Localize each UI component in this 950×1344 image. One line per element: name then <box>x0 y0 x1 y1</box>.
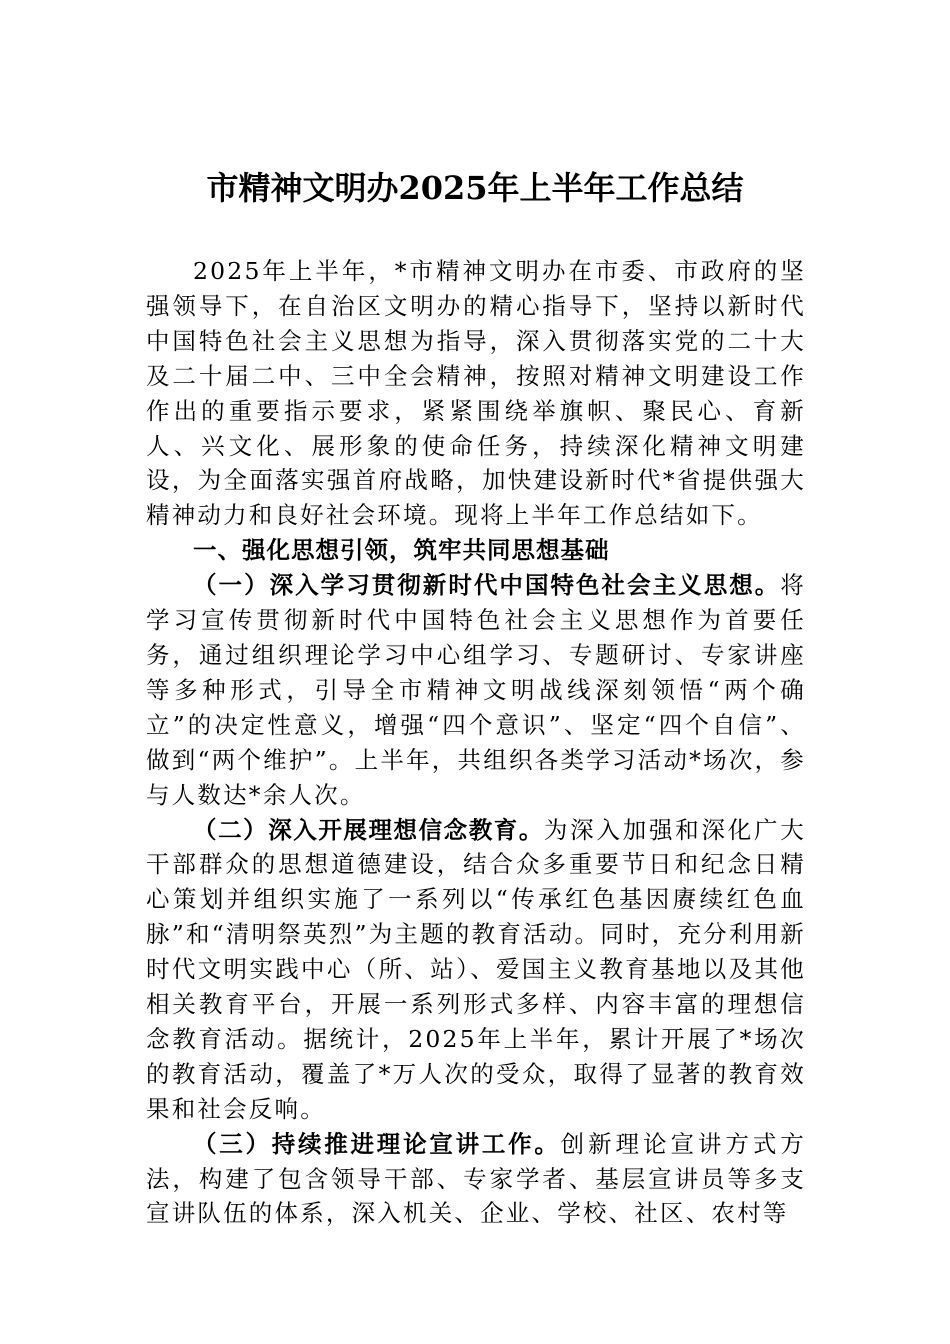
section-heading-1: 一、强化思想引领，筑牢共同思想基础 <box>193 536 610 565</box>
document-body <box>146 254 806 1231</box>
item-text-2: 为深入加强和深化广大干部群众的思想道德建设，结合众多重要节日和纪念日精心策划并组织实施了一系列以“传承红色基因赓续红色血脉”和“清明祭英烈”为主题的教育活动。同时，充分利用新时代文明实践中心（所、站）、爱国主义教育基地以及其他相关教育平台，开展一系列形式多样、内容丰富的理想信念教育活动。据统计，2025年上半年，累计开展了*场次的教育活动，覆盖了*万人次的受众，取得了显著的教育效果和社会反响。 <box>146 815 807 1123</box>
document-title: 市精神文明办2025年上半年工作总结 <box>206 169 744 207</box>
item-heading-1: （一）深入学习贯彻新时代中国特色社会主义思想。 <box>193 571 781 600</box>
item-heading-2: （二）深入开展理想信念教育。 <box>193 815 544 844</box>
item-paragraph-2 <box>146 813 806 1127</box>
item-text-3: 创新理论宣讲方式方法，构建了包含领导干部、专家学者、基层宣讲员等多支宣讲队伍的体系，深入机关、企业、学校、社区、农村等 <box>146 1129 806 1228</box>
intro-paragraph: 2025年上半年，*市精神文明办在市委、市政府的坚强领导下，在自治区文明办的精心指导下，坚持以新时代中国特色社会主义思想为指导，深入贯彻落实党的二十大及二十届二中、三中全会精神，按照对精神文明建设工作作出的重要指示要求，紧紧围绕举旗帜、聚民心、育新人、兴文化、展形象的使命任务，持续深化精神文明建设，为全面落实强首府战略，加快建设新时代*省提供强大精神动力和良好社会环境。现将上半年工作总结如下。 <box>146 257 806 530</box>
item-paragraph-3 <box>146 1127 806 1232</box>
item-paragraph-1 <box>146 568 806 812</box>
item-text-1: 将学习宣传贯彻新时代中国特色社会主义思想作为首要任务，通过组织理论学习中心组学习、专题研讨、专家讲座等多种形式，引导全市精神文明战线深刻领悟“两个确立”的决定性意义，增强“四个意识”、坚定“四个自信”、做到“两个维护”。上半年，共组织各类学习活动*场次，参与人数达*余人次。 <box>146 571 806 809</box>
item-heading-3: （三）持续推进理论宣讲工作。 <box>193 1129 561 1158</box>
